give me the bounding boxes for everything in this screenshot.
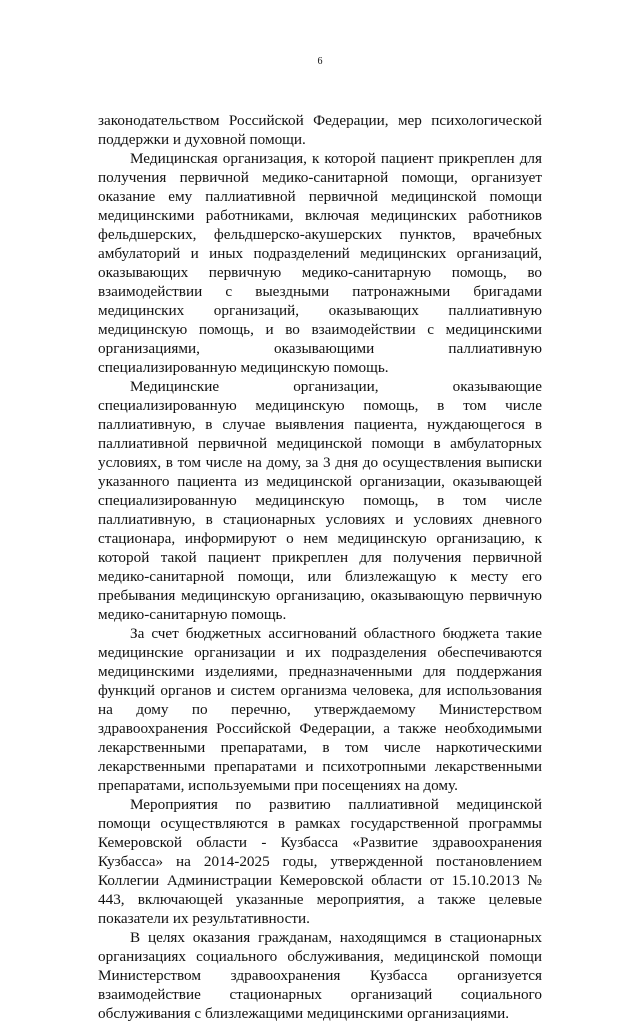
body-text [98,111,542,1023]
paragraph-primary-care: Медицинская организация, к которой пациент прикреплен для получения первичной медико-санитарной помощи, организует оказание ему паллиативной первичной медицинской помощи медицинскими работниками, включая медицинских работников фельдшерских, фельдшерско-акушерских пунктов, врачебных амбулаторий и иных подразделений медицинских организаций, оказывающих первичную медико-санитарную помощь, во взаимодействии с выездными патронажными бригадами медицинских организаций, оказывающих паллиативную медицинскую помощь, и во взаимодействии с медицинскими организациями, оказывающими паллиативную специализированную медицинскую помощь. [98,150,542,376]
page-number: 6 [317,56,323,67]
paragraph-social-services: В целях оказания гражданам, находящимся в стационарных организациях социального обслуживания, медицинской помощи Министерством здравоохранения Кузбасса организуется взаимодействие стационарных организаций социального обслуживания с близлежащими медицинскими организациями. [98,929,542,1022]
paragraph-program: Мероприятия по развитию паллиативной медицинской помощи осуществляются в рамках государственной программы Кемеровской области - Кузбасса «Развитие здравоохранения Кузбасса» на 2014-2025 годы, утвержденной постановлением Коллегии Администрации Кемеровской области от 15.10.2013 № 443, включающей указанные мероприятия, а также целевые показатели их результативности. [98,796,542,927]
paragraph-specialized-care: Медицинские организации, оказывающие специализированную медицинскую помощь, в том числе паллиативную, в случае выявления пациента, нуждающегося в паллиативной первичной медицинской помощи в амбулаторных условиях, в том числе на дому, за 3 дня до осуществления выписки указанного пациента из медицинской организации, оказывающей специализированную медицинскую помощь, в том числе паллиативную, в стационарных условиях и условиях дневного стационара, информируют о нем медицинскую организацию, к которой такой пациент прикреплен для получения первичной медико-санитарной помощи, или близлежащую к месту его пребывания медицинскую организацию, оказывающую первичную медико-санитарную помощь. [98,378,542,623]
paragraph-budget: За счет бюджетных ассигнований областного бюджета такие медицинские организации и их подразделения обеспечиваются медицинскими изделиями, предназначенными для поддержания функций органов и систем организма человека, для использования на дому по перечню, утверждаемому Министерством здравоохранения Российской Федерации, а также необходимыми лекарственными препаратами, в том числе наркотическими лекарственными препаратами и психотропными лекарственными препаратами, используемыми при посещениях на дому. [98,625,542,794]
paragraph-continuation: законодательством Российской Федерации, мер психологической поддержки и духовной помощи. [98,112,542,148]
